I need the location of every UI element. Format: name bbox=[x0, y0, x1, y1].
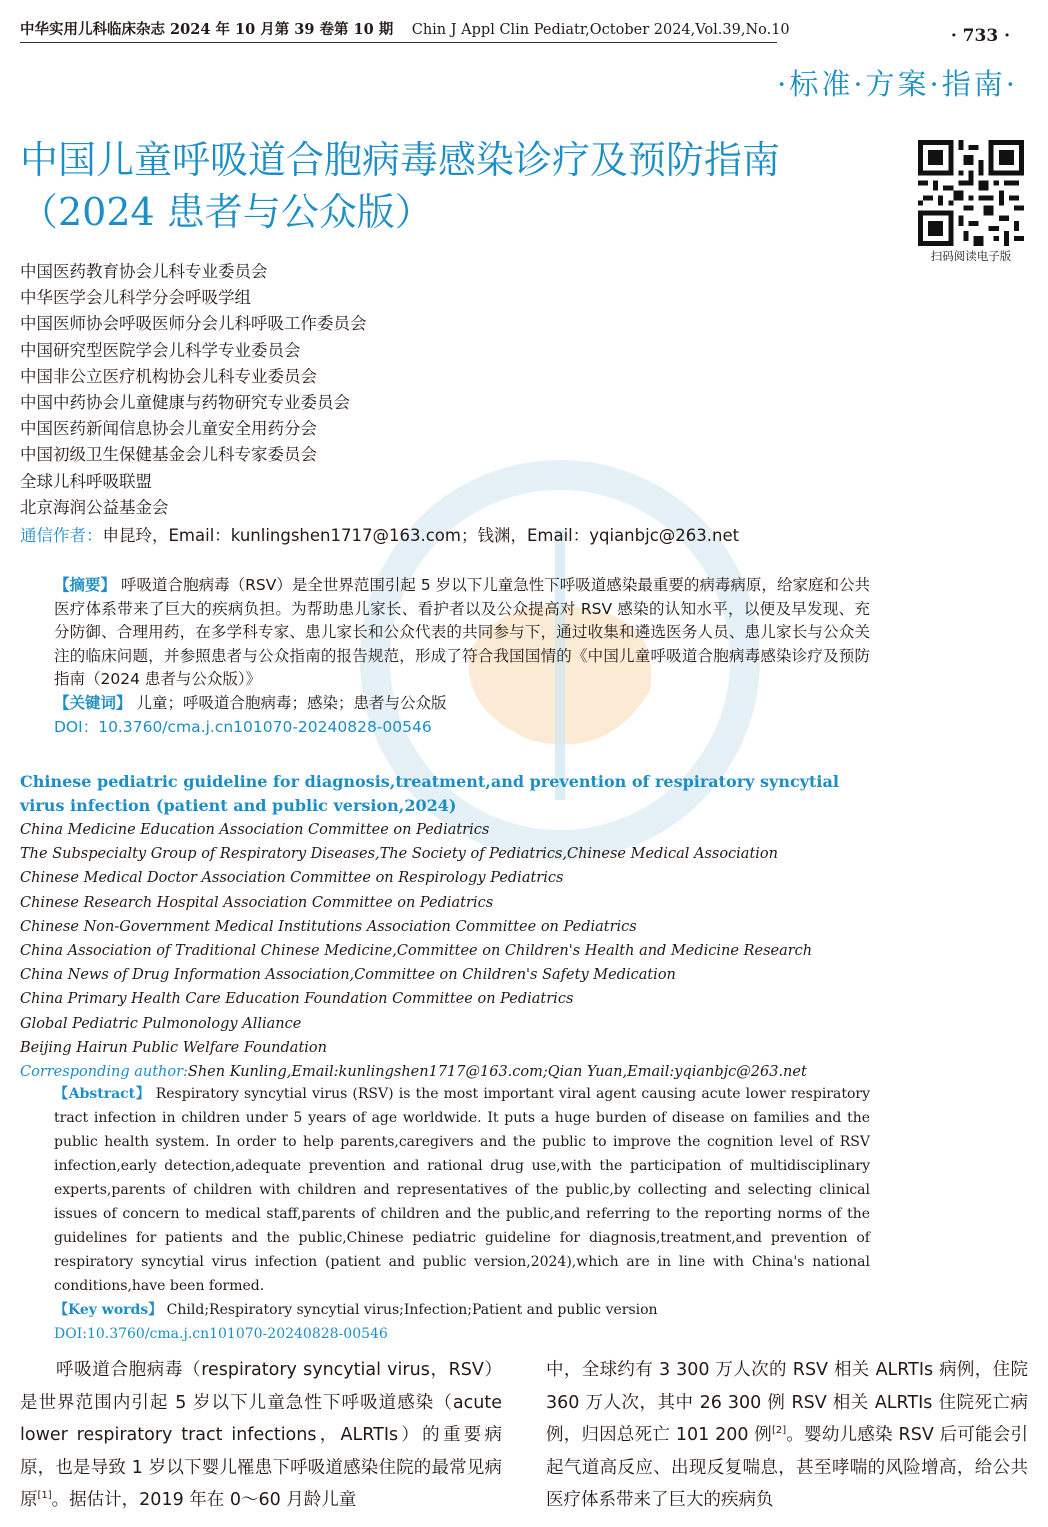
org-en: Global Pediatric Pulmonology Alliance bbox=[20, 1015, 302, 1032]
english-title: Chinese pediatric guideline for diagnosis,treatment,and prevention of respiratory syncytial virus infection (patient and public version,2024) bbox=[20, 772, 839, 815]
qr-code-icon[interactable] bbox=[918, 140, 1024, 246]
org-cn: 中国非公立医疗机构协会儿科专业委员会 bbox=[20, 366, 317, 386]
citation-ref[interactable]: [2] bbox=[772, 1425, 787, 1437]
author-orgs-cn bbox=[20, 259, 367, 521]
title-line-1: 中国儿童呼吸道合胞病毒感染诊疗及预防指南 bbox=[20, 138, 781, 182]
corr-cn-text[interactable]: 申昆玲，Email：kunlingshen1717@163.com；钱渊，Email：yqianbjc@263.net bbox=[102, 526, 740, 545]
org-cn: 北京海润公益基金会 bbox=[20, 497, 169, 517]
org-cn: 中国医药教育协会儿科专业委员会 bbox=[20, 262, 268, 281]
org-en: China Medicine Education Association Committee on Pediatrics bbox=[20, 822, 490, 838]
org-cn: 中国中药协会儿童健康与药物研究专业委员会 bbox=[20, 393, 350, 413]
abstract-en bbox=[20, 1082, 870, 1346]
org-cn: 中国初级卫生保健基金会儿科专家委员会 bbox=[20, 445, 317, 465]
journal-header-en: Chin J Appl Clin Pediatr,October 2024,Vol.39,No.10 bbox=[411, 22, 790, 38]
section-category: ·标准·方案·指南· bbox=[777, 67, 1018, 101]
citation-ref[interactable]: [1] bbox=[37, 1490, 52, 1502]
corresponding-author-en bbox=[20, 1060, 812, 1084]
doi-cn[interactable]: DOI：10.3760/cma.j.cn101070-20240828-00546 bbox=[54, 717, 432, 736]
corr-cn-label: 通信作者： bbox=[20, 526, 103, 545]
org-cn: 中国研究型医院学会儿科学专业委员会 bbox=[20, 340, 301, 360]
body-text: 。据估计，2019 年在 0～60 月龄儿童 bbox=[51, 1490, 357, 1510]
corresponding-author-cn bbox=[20, 522, 739, 546]
org-en: China Association of Traditional Chinese Medicine,Committee on Children's Health and Medicine Research bbox=[20, 943, 813, 960]
org-cn: 全球儿科呼吸联盟 bbox=[20, 471, 152, 491]
body-text: 呼吸道合胞病毒（respiratory syncytial virus，RSV）是世界范围内引起 5 岁以下儿童急性下呼吸道感染（acute lower respiratory tract infections，ALRTIs）的重要病原，也是导致 1 岁以下婴儿罹患下呼吸道感染住院的最常见病原 bbox=[20, 1360, 502, 1510]
keywords-cn-label: 【关键词】 bbox=[54, 693, 132, 712]
keywords-en-text: Child;Respiratory syncytial virus;Infection;Patient and public version bbox=[166, 1302, 658, 1318]
org-en: Chinese Non-Government Medical Institutions Association Committee on Pediatrics bbox=[20, 918, 637, 935]
corr-en-text[interactable]: Shen Kunling,Email:kunlingshen1717@163.com;Qian Yuan,Email:yqianbjc@263.net bbox=[187, 1064, 807, 1081]
body-text: 。婴幼儿感染 RSV 后可能会引起气道高反应、出现反复喘息，甚至哮喘的风险增高，给公共医疗体系带来了巨大的疾病负 bbox=[546, 1425, 1028, 1510]
body-column-right bbox=[546, 1354, 1028, 1517]
org-en: China News of Drug Information Association,Committee on Children's Safety Medication bbox=[20, 967, 676, 984]
keywords-cn-text: 儿童；呼吸道合胞病毒；感染；患者与公众版 bbox=[136, 693, 447, 712]
article-title bbox=[20, 134, 900, 238]
abstract-cn bbox=[20, 574, 870, 739]
org-en: China Primary Health Care Education Foundation Committee on Pediatrics bbox=[20, 991, 574, 1008]
corr-en-label: Corresponding author: bbox=[20, 1064, 188, 1081]
org-cn: 中国医师协会呼吸医师分会儿科呼吸工作委员会 bbox=[20, 314, 367, 334]
org-cn: 中华医学会儿科学分会呼吸学组 bbox=[20, 288, 251, 308]
body-column-left bbox=[20, 1354, 502, 1517]
abstract-cn-text: 呼吸道合胞病毒（RSV）是全世界范围引起 5 岁以下儿童急性下呼吸道感染最重要的病毒病原，给家庭和公共医疗体系带来了巨大的疾病负担。为帮助患儿家长、看护者以及公众提高对 RSV 感染的认知水平，以便及早发现、充分防御、合理用药，在多学科专家、患儿家长和公众代表的共同参与下，通过收集和遴选医务人员、患儿家长与公众关注的临床问题，并参照患者与公众指南的报告规范，形成了符合我国国情的《中国儿童呼吸道合胞病毒感染诊疗及预防指南（2024 患者与公众版）》 bbox=[54, 576, 870, 689]
doi-en[interactable]: DOI:10.3760/cma.j.cn101070-20240828-00546 bbox=[54, 1326, 388, 1342]
journal-header bbox=[20, 18, 790, 43]
page-number: · 733 · bbox=[950, 26, 1010, 46]
abstract-en-label: 【Abstract】 bbox=[54, 1086, 151, 1102]
org-en: Chinese Research Hospital Association Committee on Pediatrics bbox=[20, 894, 494, 911]
org-en: Chinese Medical Doctor Association Committee on Respirology Pediatrics bbox=[20, 870, 564, 887]
abstract-cn-label: 【摘要】 bbox=[54, 576, 117, 594]
author-orgs-en bbox=[20, 818, 812, 1084]
keywords-en-label: 【Key words】 bbox=[54, 1302, 163, 1318]
abstract-en-text: Respiratory syncytial virus (RSV) is the most important viral agent causing acute lower respiratory tract infection in children under 5 years of age worldwide. It puts a huge burden of disease on families and the public health system. In order to help parents,caregivers and the public to improve the cognition level of RSV infection,early detection,adequate prevention and rational drug use,with the participation of multidisciplinary experts,parents of children with children and representatives of the public,by collecting and selecting clinical issues of concern to medical staff,parents of children and the public,and referring to the reporting norms of the guidelines for patients and the public,Chinese pediatric guideline for diagnosis,treatment,and prevention of respiratory syncytial virus infection (patient and public version,2024),which are in line with China's national conditions,have been formed. bbox=[54, 1086, 870, 1294]
qr-caption: 扫码阅读电子版 bbox=[930, 249, 1012, 263]
journal-header-cn: 中华实用儿科临床杂志 2024 年 10 月第 39 卷第 10 期 bbox=[20, 21, 394, 38]
org-en: The Subspecialty Group of Respiratory Diseases,The Society of Pediatrics,Chinese Medical Association bbox=[20, 846, 778, 863]
org-en: Beijing Hairun Public Welfare Foundation bbox=[20, 1039, 327, 1056]
title-line-2: （2024 患者与公众版） bbox=[20, 190, 433, 234]
org-cn: 中国医药新闻信息协会儿童安全用药分会 bbox=[20, 419, 317, 439]
body-text: 中，全球约有 3 300 万人次的 RSV 相关 ALRTIs 病例，住院 360 万人次，其中 26 300 例 RSV 相关 ALRTIs 住院死亡病例，归因总死亡 101 200 例 bbox=[546, 1360, 1028, 1445]
